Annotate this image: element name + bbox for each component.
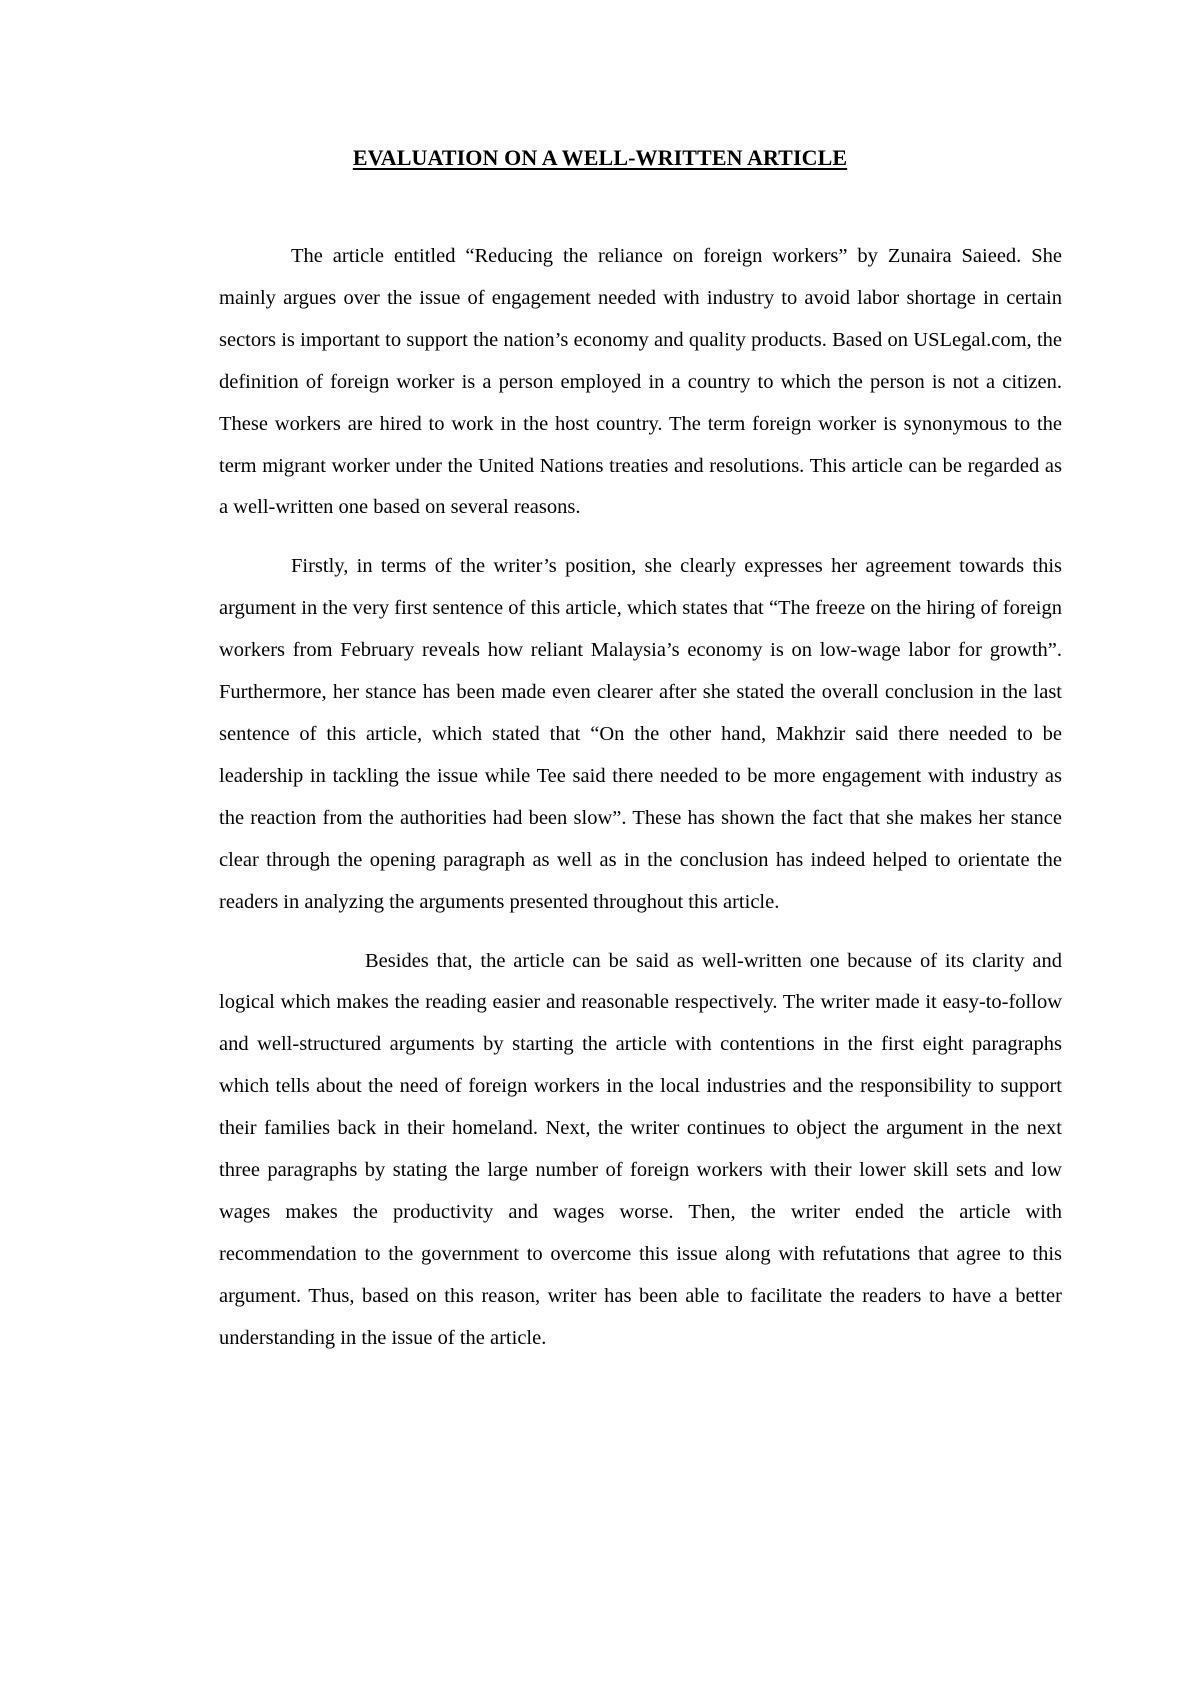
- paragraph-clarity-and-logic: Besides that, the article can be said as well-written one because of its clarity and logical which makes the reading easier and reasonable respectively. The writer made it easy-to-follow and well-structured arguments by starting the article with contentions in the first eight paragraphs which tells about the need of foreign workers in the local industries and the responsibility to support their families back in their homeland. Next, the writer continues to object the argument in the next three paragraphs by stating the large number of foreign workers with their lower skill sets and low wages makes the productivity and wages worse. Then, the writer ended the article with recommendation to the government to overcome this issue along with refutations that agree to this argument. Thus, based on this reason, writer has been able to facilitate the readers to have a better understanding in the issue of the article.: [219, 949, 1062, 1349]
- document-title: EVALUATION ON A WELL-WRITTEN ARTICLE: [352, 145, 848, 170]
- paragraph-writers-position: Firstly, in terms of the writer’s position, she clearly expresses her agreement towards this argument in the very first sentence of this article, which states that “The freeze on the hiring of foreign workers from February reveals how reliant Malaysia’s economy is on low-wage labor for growth”. Furthermore, her stance has been made even clearer after she stated the overall conclusion in the last sentence of this article, which stated that “On the other hand, Makhzir said there needed to be leadership in tackling the issue while Tee said there needed to be more engagement with industry as the reaction from the authorities had been slow”. These has shown the fact that she makes her stance clear through the opening paragraph as well as in the conclusion has indeed helped to orientate the readers in analyzing the arguments presented throughout this article.: [219, 555, 1062, 913]
- paragraph-introduction: The article entitled “Reducing the reliance on foreign workers” by Zunaira Saieed. She mainly argues over the issue of engagement needed with industry to avoid labor shortage in certain sectors is important to support the nation’s economy and quality products. Based on USLegal.com, the definition of foreign worker is a person employed in a country to which the person is not a citizen. These workers are hired to work in the host country. The term foreign worker is synonymous to the term migrant worker under the United Nations treaties and resolutions. This article can be regarded as a well-written one based on several reasons.: [219, 245, 1062, 519]
- document-body: [219, 236, 1062, 1360]
